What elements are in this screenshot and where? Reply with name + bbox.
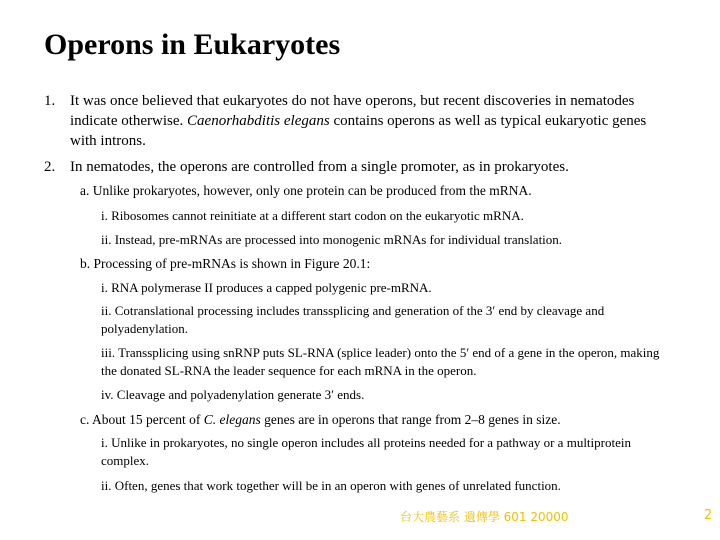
- sub-c-label-b: genes are in operons that range from 2–8 genes in size.: [260, 412, 561, 427]
- sub-a-label: a. Unlike prokaryotes, however, only one protein can be produced from the mRNA.: [80, 183, 532, 198]
- item-1-text-b: contains operons as well as typical eukaryotic genes with introns.: [70, 113, 647, 149]
- sub-b-iv: iv. Cleavage and polyadenylation generate 3′ ends.: [101, 387, 365, 402]
- sub-c-i: i. Unlike in prokaryotes, no single operon includes all proteins needed for a pathway or a multiprotein complex.: [101, 435, 631, 468]
- page-number: 2: [704, 508, 713, 523]
- sub-b-iii: iii. Transsplicing using snRNP puts SL-RNA (splice leader) onto the 5′ end of a gene in the operon, making the donated SL‑RNA the leader sequence for each mRNA in the operon.: [101, 345, 660, 378]
- sub-a-i: i. Ribosomes cannot reinitiate at a different start codon on the eukaryotic mRNA.: [101, 208, 524, 223]
- item-number-2: 2.: [44, 159, 56, 175]
- sub-a-ii: ii. Instead, pre-mRNAs are processed into monogenic mRNAs for individual translation.: [101, 232, 563, 247]
- sub-c-species: C. elegans: [203, 412, 261, 427]
- item-2-text: In nematodes, the operons are controlled from a single promoter, as in prokaryotes.: [70, 159, 569, 175]
- slide-title: Operons in Eukaryotes: [44, 28, 341, 61]
- sub-c-label-a: c. About 15 percent of: [80, 412, 204, 427]
- sub-c-label: [80, 411, 680, 429]
- item-1-species: Caenorhabditis elegans: [187, 113, 330, 129]
- sub-b-label: b. Processing of pre-mRNAs is shown in Figure 20.1:: [80, 256, 371, 271]
- sub-b-ii: ii. Cotranslational processing includes transsplicing and generation of the 3′ end by cleavage and polyadenylation.: [101, 303, 605, 336]
- item-number-1: 1.: [44, 93, 56, 109]
- footer-text: 台大農藝系 遺傳學 601 20000: [400, 510, 569, 524]
- item-1-text: [70, 91, 670, 151]
- item-1-text-a: It was once believed that eukaryotes do not have operons, but recent discoveries in nematodes indicate otherwise.: [70, 93, 635, 129]
- sub-b-i: i. RNA polymerase II produces a capped polygenic pre-mRNA.: [101, 280, 432, 295]
- sub-c-ii: ii. Often, genes that work together will be in an operon with genes of unrelated function.: [101, 478, 561, 493]
